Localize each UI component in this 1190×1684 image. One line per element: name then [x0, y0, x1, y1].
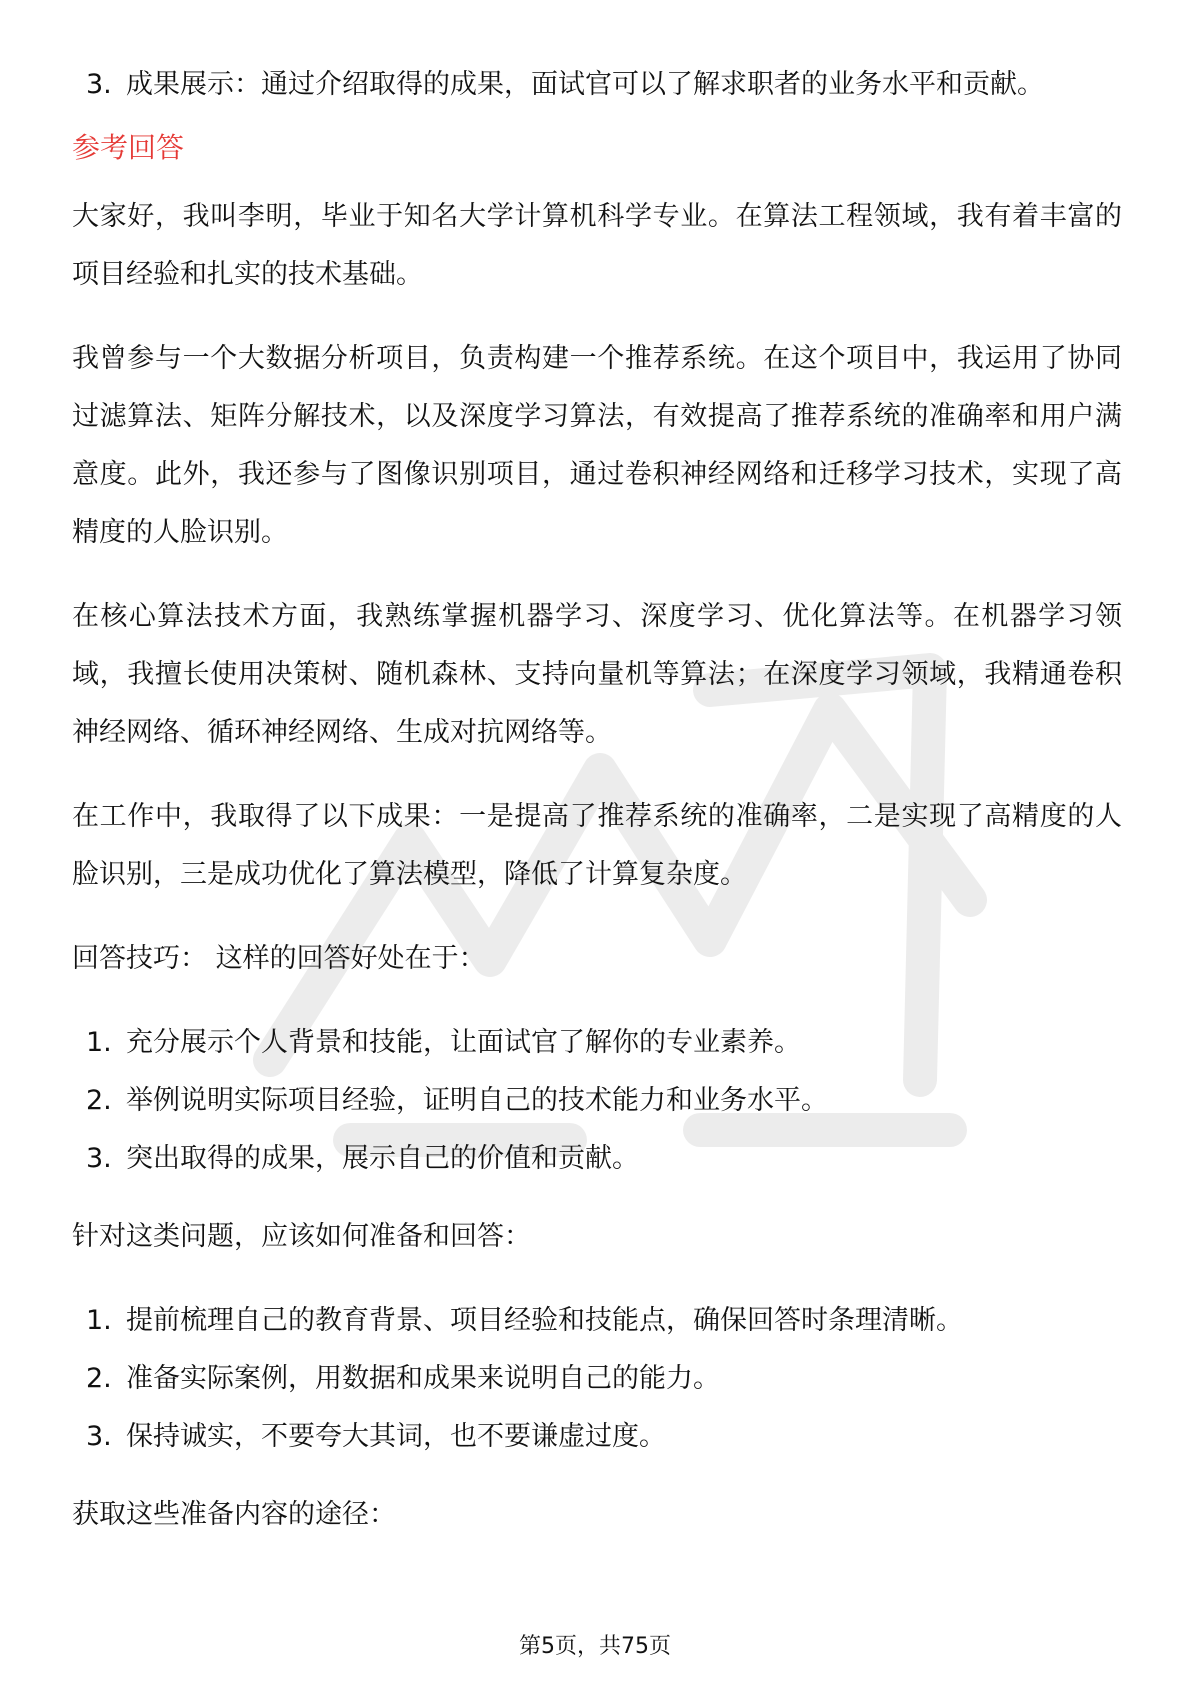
- list-number: 3.: [86, 1143, 112, 1174]
- list-item: [86, 1014, 1122, 1072]
- paragraph-intro: 大家好，我叫李明，毕业于知名大学计算机科学专业。在算法工程领域，我有着丰富的项目经验和扎实的技术基础。: [72, 201, 1122, 290]
- list-item: [86, 1072, 1122, 1130]
- page-footer: 第5页，共75页: [519, 1634, 671, 1659]
- source-heading: 获取这些准备内容的途径：: [72, 1499, 396, 1530]
- list-text: 成果展示：通过介绍取得的成果，面试官可以了解求职者的业务水平和贡献。: [126, 69, 1044, 100]
- tips-heading: 回答技巧： 这样的回答好处在于：: [72, 943, 486, 974]
- list-text: 突出取得的成果，展示自己的价值和贡献。: [126, 1143, 639, 1174]
- reference-title: 参考回答: [72, 131, 185, 164]
- list-number: 3.: [86, 69, 112, 100]
- paragraph-skills: 在核心算法技术方面，我熟练掌握机器学习、深度学习、优化算法等。在机器学习领域，我擅长使用决策树、随机森林、支持向量机等算法；在深度学习领域，我精通卷积神经网络、循环神经网络、生成对抗网络等。: [72, 601, 1122, 748]
- top-list: [72, 56, 1122, 114]
- prep-list: [72, 1292, 1122, 1466]
- list-number: 1.: [86, 1305, 112, 1336]
- list-item: [86, 1292, 1122, 1350]
- prep-heading: 针对这类问题，应该如何准备和回答：: [72, 1221, 531, 1252]
- tips-list: [72, 1014, 1122, 1188]
- list-number: 1.: [86, 1027, 112, 1058]
- paragraph-achievements: 在工作中，我取得了以下成果：一是提高了推荐系统的准确率，二是实现了高精度的人脸识别，三是成功优化了算法模型，降低了计算复杂度。: [72, 801, 1122, 890]
- list-item: [86, 1408, 1122, 1466]
- paragraph-projects: 我曾参与一个大数据分析项目，负责构建一个推荐系统。在这个项目中，我运用了协同过滤算法、矩阵分解技术，以及深度学习算法，有效提高了推荐系统的准确率和用户满意度。此外，我还参与了图像识别项目，通过卷积神经网络和迁移学习技术，实现了高精度的人脸识别。: [72, 343, 1122, 548]
- list-item: [86, 1350, 1122, 1408]
- list-number: 2.: [86, 1363, 112, 1394]
- list-item: [86, 1130, 1122, 1188]
- main-content: [72, 56, 1122, 1570]
- list-item: [86, 56, 1122, 114]
- list-number: 3.: [86, 1421, 112, 1452]
- list-text: 举例说明实际项目经验，证明自己的技术能力和业务水平。: [126, 1085, 828, 1116]
- list-text: 准备实际案例，用数据和成果来说明自己的能力。: [126, 1363, 720, 1394]
- list-number: 2.: [86, 1085, 112, 1116]
- list-text: 提前梳理自己的教育背景、项目经验和技能点，确保回答时条理清晰。: [126, 1305, 963, 1336]
- list-text: 充分展示个人背景和技能，让面试官了解你的专业素养。: [126, 1027, 801, 1058]
- list-text: 保持诚实，不要夸大其词，也不要谦虚过度。: [126, 1421, 666, 1452]
